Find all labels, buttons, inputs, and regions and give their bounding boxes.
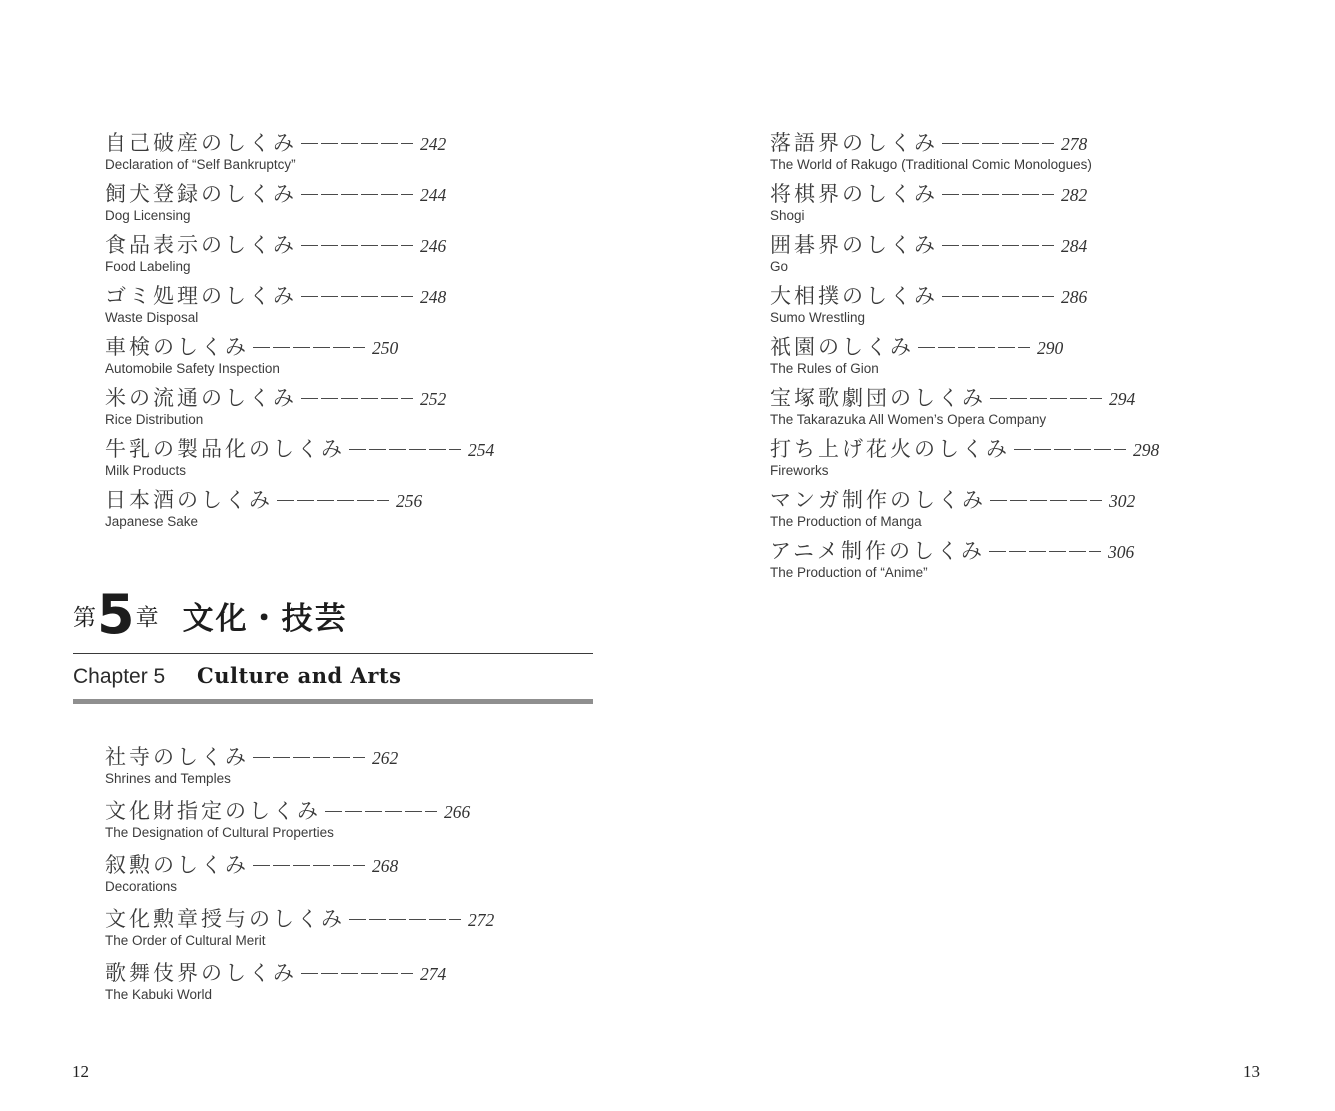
chapter-divider-thick xyxy=(73,699,593,704)
leader-line xyxy=(301,194,413,195)
chapter-suffix-shou: 章 xyxy=(135,603,159,630)
toc-entry xyxy=(105,960,525,1003)
toc-entry xyxy=(105,852,525,895)
toc-entry-line xyxy=(770,436,1190,462)
toc-subtitle-english: Automobile Safety Inspection xyxy=(105,361,280,376)
toc-subtitle-english: Sumo Wrestling xyxy=(770,310,866,325)
toc-title-japanese: 将棋界のしくみ xyxy=(770,182,938,206)
toc-entry-line xyxy=(105,852,525,878)
toc-subtitle-english: Japanese Sake xyxy=(105,514,199,529)
leader-line xyxy=(301,296,413,297)
toc-entry xyxy=(770,436,1190,479)
toc-page-number: 246 xyxy=(420,236,447,256)
page-number-right: 13 xyxy=(1243,1062,1260,1081)
toc-title-japanese: 米の流通のしくみ xyxy=(105,386,297,410)
toc-column-left-bottom xyxy=(105,744,525,1014)
toc-page-number: 286 xyxy=(1061,287,1088,307)
leader-line xyxy=(325,811,437,812)
toc-entry xyxy=(105,232,525,275)
toc-entry-line xyxy=(105,487,525,513)
toc-subtitle-english: Decorations xyxy=(105,879,178,894)
toc-page-number: 284 xyxy=(1061,236,1088,256)
chapter-heading-block xyxy=(73,583,593,704)
toc-page-number: 290 xyxy=(1037,338,1064,358)
toc-entry-line xyxy=(105,385,525,411)
toc-entry xyxy=(770,487,1190,530)
toc-entry-line xyxy=(105,181,525,207)
toc-entry-line xyxy=(770,538,1190,564)
toc-title-japanese: 祇園のしくみ xyxy=(770,335,914,359)
leader-line xyxy=(989,551,1101,552)
toc-entry xyxy=(770,385,1190,428)
toc-entry xyxy=(105,283,525,326)
chapter-title-english: Culture and Arts xyxy=(197,663,402,688)
toc-entry xyxy=(105,744,525,787)
leader-line xyxy=(301,973,413,974)
chapter-label-english: Chapter 5 xyxy=(73,665,166,688)
toc-entry-line xyxy=(105,744,525,770)
toc-title-japanese: 歌舞伎界のしくみ xyxy=(105,961,297,985)
toc-page-number: 306 xyxy=(1107,542,1135,562)
toc-entry-line xyxy=(105,960,525,986)
leader-line xyxy=(301,245,413,246)
toc-subtitle-english: Go xyxy=(770,259,789,274)
toc-subtitle-english: Dog Licensing xyxy=(105,208,191,223)
leader-line xyxy=(990,500,1102,501)
toc-subtitle-english: The World of Rakugo (Traditional Comic Monologues) xyxy=(770,157,1092,172)
toc-page-number: 268 xyxy=(372,856,399,876)
toc-entry-line xyxy=(770,385,1190,411)
toc-title-japanese: 宝塚歌劇団のしくみ xyxy=(770,386,986,410)
chapter-prefix-dai: 第 xyxy=(73,603,96,630)
toc-title-japanese: 社寺のしくみ xyxy=(105,745,249,769)
toc-entry-line xyxy=(770,334,1190,360)
toc-entry xyxy=(770,283,1190,326)
toc-entry-line xyxy=(105,232,525,258)
toc-subtitle-english: Food Labeling xyxy=(105,259,191,274)
leader-line xyxy=(942,143,1054,144)
leader-line xyxy=(1014,449,1126,450)
toc-title-japanese: 食品表示のしくみ xyxy=(105,233,297,257)
toc-page-number: 298 xyxy=(1133,440,1160,460)
leader-line xyxy=(942,194,1054,195)
toc-entry-line xyxy=(105,436,525,462)
toc-entry xyxy=(105,334,525,377)
toc-subtitle-english: The Takarazuka All Women’s Opera Company xyxy=(770,412,1047,427)
toc-subtitle-english: Declaration of “Self Bankruptcy” xyxy=(105,157,296,172)
toc-entry xyxy=(105,436,525,479)
toc-page-number: 242 xyxy=(420,134,447,154)
toc-page-number: 250 xyxy=(372,338,399,358)
toc-subtitle-english: Fireworks xyxy=(770,463,829,478)
toc-title-japanese: 大相撲のしくみ xyxy=(770,284,938,308)
toc-page-number: 262 xyxy=(372,748,399,768)
toc-title-japanese: 文化勲章授与のしくみ xyxy=(105,907,345,931)
toc-subtitle-english: Rice Distribution xyxy=(105,412,204,427)
toc-page-number: 244 xyxy=(420,185,447,205)
toc-subtitle-english: Milk Products xyxy=(105,463,187,478)
toc-title-japanese: アニメ制作のしくみ xyxy=(770,539,985,563)
toc-title-japanese: 日本酒のしくみ xyxy=(105,488,273,512)
leader-line xyxy=(253,757,365,758)
toc-entry-line xyxy=(770,283,1190,309)
toc-page-number: 248 xyxy=(420,287,447,307)
toc-title-japanese: 車検のしくみ xyxy=(105,335,249,359)
leader-line xyxy=(349,919,461,920)
chapter-japanese-line xyxy=(73,583,593,646)
toc-entry xyxy=(105,130,525,173)
toc-subtitle-english: The Kabuki World xyxy=(105,987,213,1002)
toc-page-number: 256 xyxy=(396,491,423,511)
toc-page-number: 282 xyxy=(1061,185,1088,205)
toc-entry-line xyxy=(105,334,525,360)
leader-line xyxy=(277,500,389,501)
toc-entry xyxy=(770,181,1190,224)
toc-entry-line xyxy=(105,283,525,309)
toc-page-number: 266 xyxy=(444,802,471,822)
toc-title-japanese: 牛乳の製品化のしくみ xyxy=(105,437,345,461)
toc-subtitle-english: The Production of Manga xyxy=(770,514,922,529)
page-number-left: 12 xyxy=(72,1062,89,1081)
toc-column-left-top xyxy=(105,130,525,538)
toc-entry xyxy=(770,538,1190,581)
toc-entry-line xyxy=(770,232,1190,258)
toc-entry xyxy=(105,487,525,530)
leader-line xyxy=(942,245,1054,246)
chapter-title-japanese: 文化・技芸 xyxy=(182,600,348,636)
leader-line xyxy=(253,347,365,348)
toc-title-japanese: 文化財指定のしくみ xyxy=(105,799,321,823)
toc-subtitle-english: Waste Disposal xyxy=(105,310,199,325)
chapter-number: 5 xyxy=(97,583,135,646)
toc-subtitle-english: Shrines and Temples xyxy=(105,771,231,786)
toc-subtitle-english: The Production of “Anime” xyxy=(770,565,928,580)
toc-entry xyxy=(770,334,1190,377)
toc-page-number: 252 xyxy=(420,389,447,409)
toc-title-japanese: 打ち上げ花火のしくみ xyxy=(770,437,1010,461)
toc-title-japanese: マンガ制作のしくみ xyxy=(770,488,986,512)
toc-entry-line xyxy=(770,181,1190,207)
toc-page-number: 294 xyxy=(1109,389,1136,409)
toc-entry xyxy=(105,798,525,841)
toc-column-right xyxy=(770,130,1190,589)
toc-subtitle-english: The Rules of Gion xyxy=(770,361,879,376)
toc-subtitle-english: The Designation of Cultural Properties xyxy=(105,825,334,840)
toc-entry-line xyxy=(105,798,525,824)
toc-entry xyxy=(105,385,525,428)
toc-subtitle-english: The Order of Cultural Merit xyxy=(105,933,266,948)
leader-line xyxy=(253,865,365,866)
toc-title-japanese: ゴミ処理のしくみ xyxy=(105,284,297,308)
toc-page-number: 274 xyxy=(420,964,447,984)
toc-entry xyxy=(105,906,525,949)
leader-line xyxy=(942,296,1054,297)
toc-entry-line xyxy=(105,906,525,932)
leader-line xyxy=(990,398,1102,399)
leader-line xyxy=(301,143,413,144)
toc-title-japanese: 叙勲のしくみ xyxy=(105,853,249,877)
leader-line xyxy=(918,347,1030,348)
leader-line xyxy=(301,398,413,399)
toc-entry-line xyxy=(770,487,1190,513)
toc-page-number: 278 xyxy=(1061,134,1088,154)
toc-entry xyxy=(105,181,525,224)
toc-title-japanese: 自己破産のしくみ xyxy=(105,131,297,155)
toc-entry xyxy=(770,130,1190,173)
toc-page-number: 254 xyxy=(468,440,495,460)
toc-entry-line xyxy=(105,130,525,156)
toc-entry xyxy=(770,232,1190,275)
toc-page-number: 302 xyxy=(1109,491,1136,511)
toc-page-number: 272 xyxy=(468,910,495,930)
toc-entry-line xyxy=(770,130,1190,156)
chapter-divider-thin xyxy=(73,653,593,654)
chapter-english-line xyxy=(73,663,593,689)
toc-subtitle-english: Shogi xyxy=(770,208,805,223)
toc-title-japanese: 落語界のしくみ xyxy=(770,131,938,155)
toc-title-japanese: 飼犬登録のしくみ xyxy=(105,182,297,206)
toc-title-japanese: 囲碁界のしくみ xyxy=(770,233,938,257)
leader-line xyxy=(349,449,461,450)
